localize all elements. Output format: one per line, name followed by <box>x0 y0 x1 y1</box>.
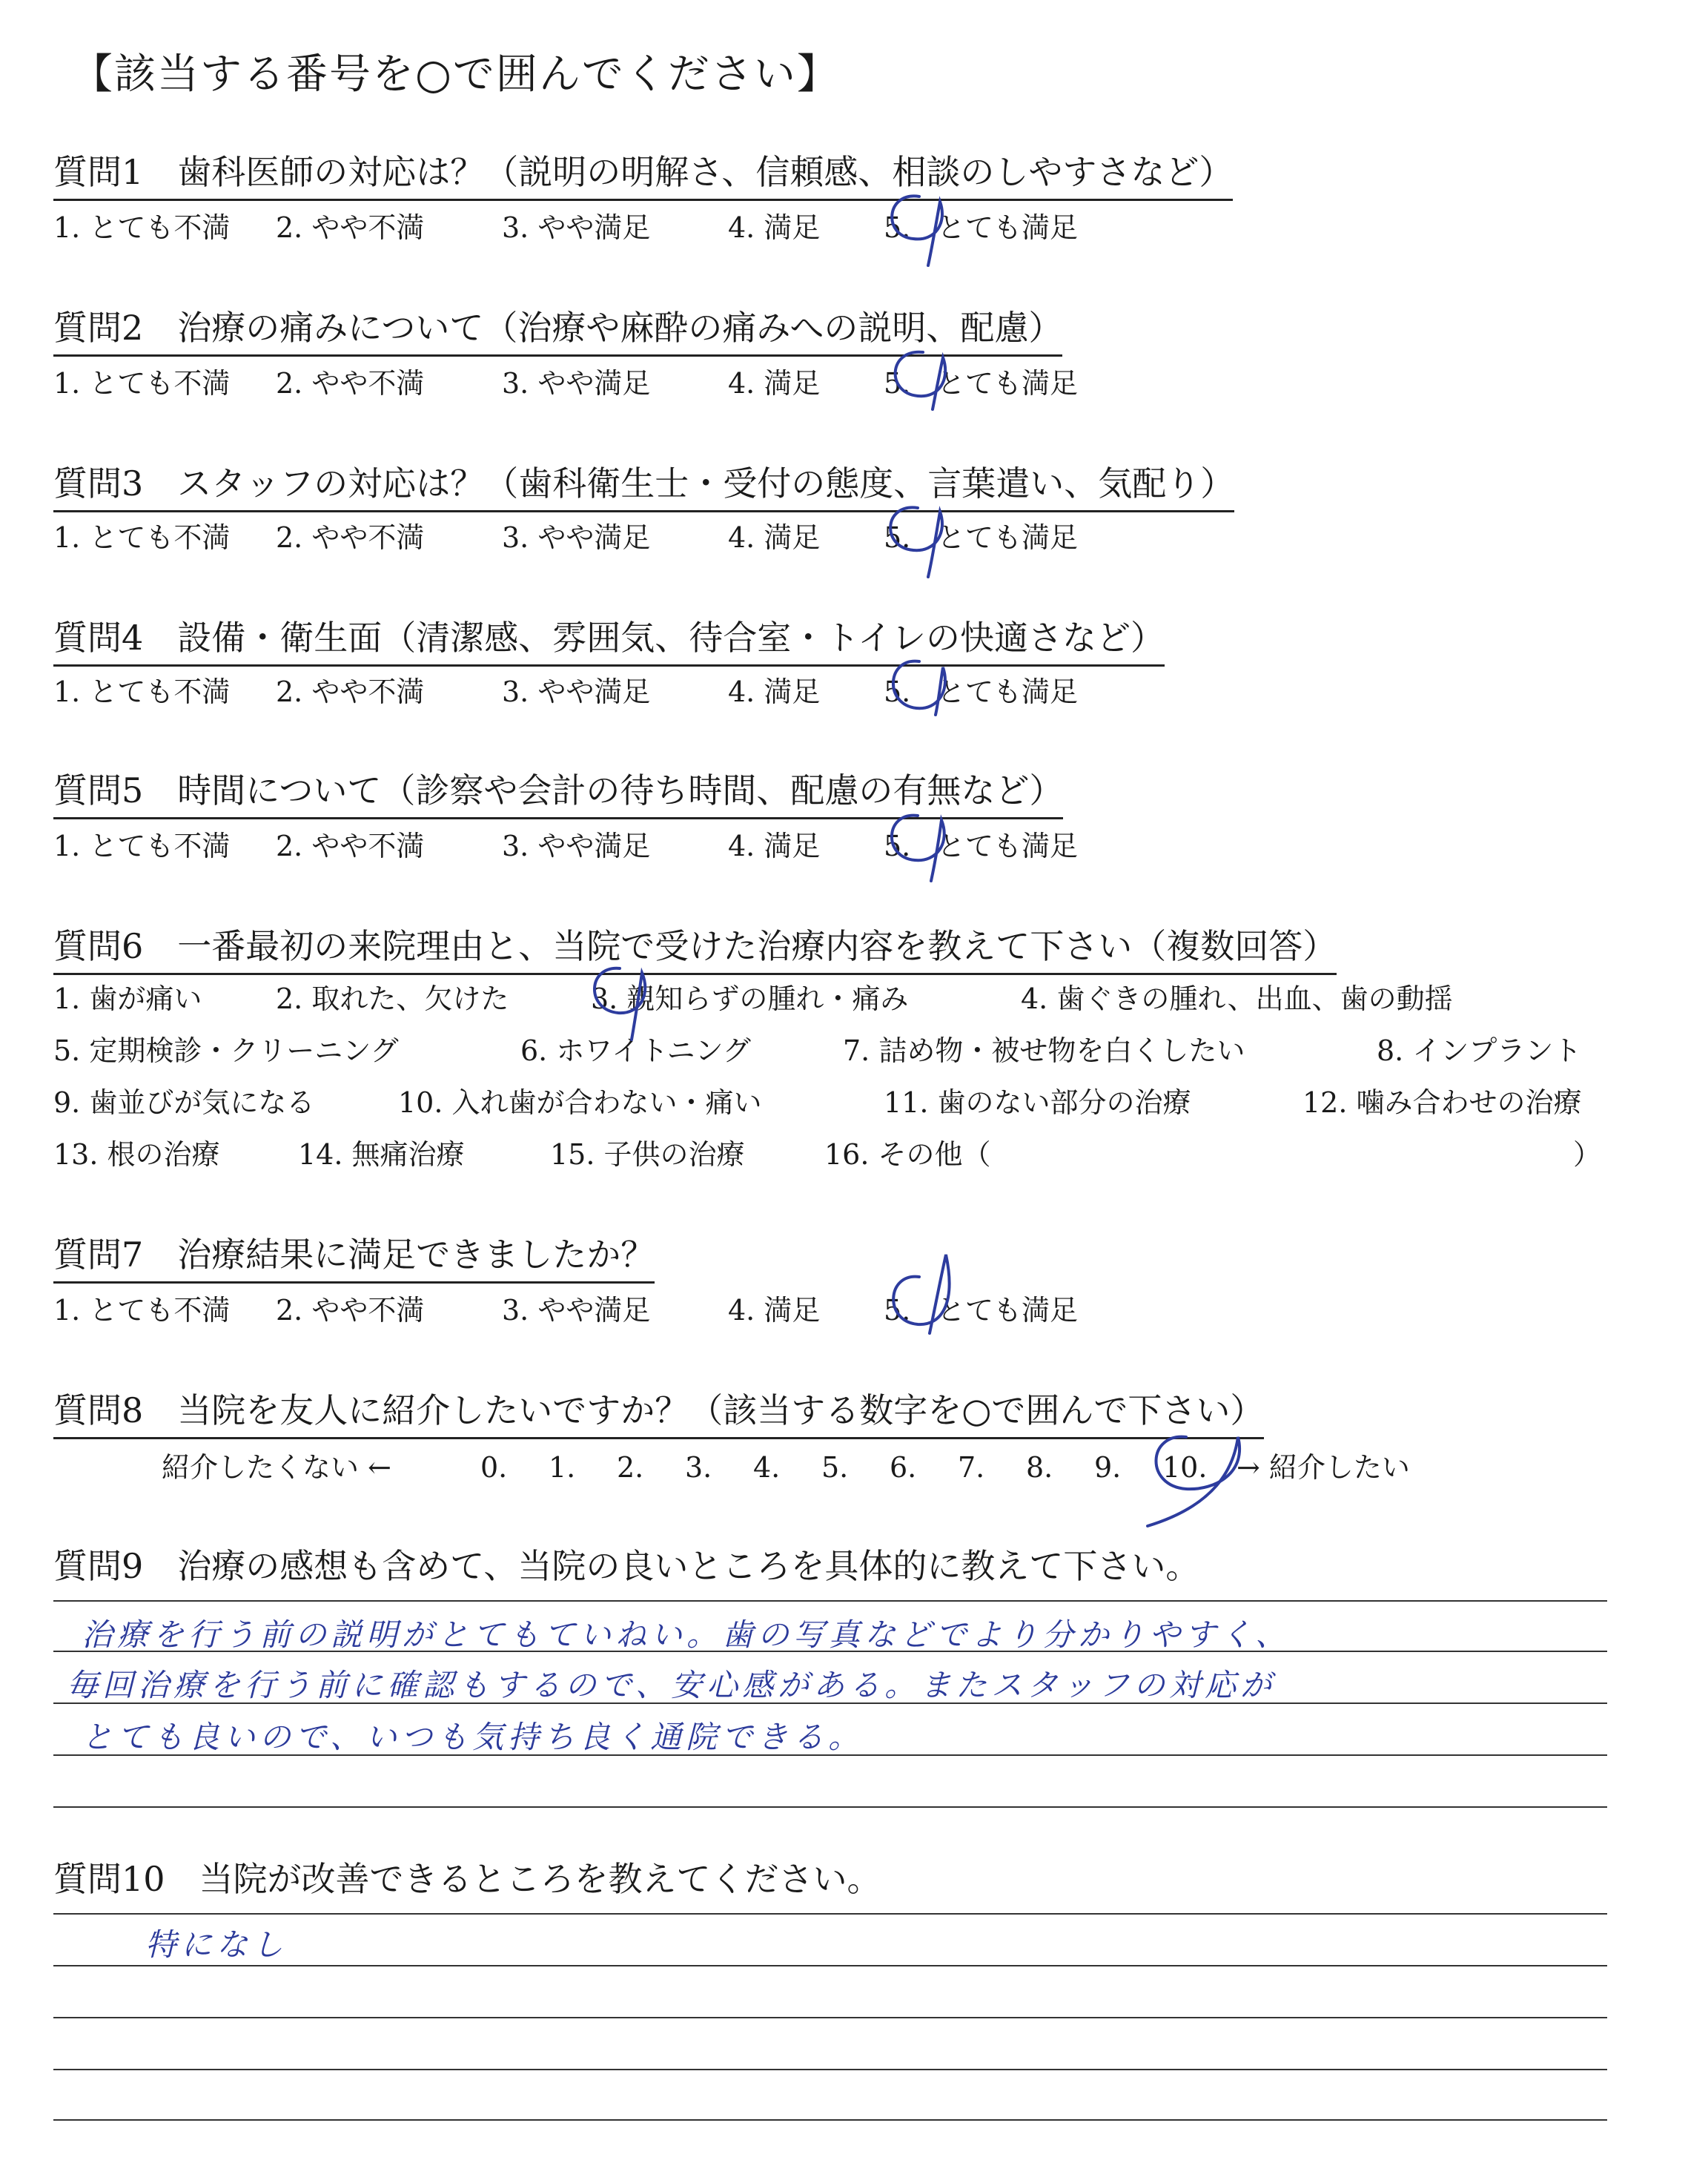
reason-10[interactable]: 10. 入れ歯が合わない・痛い <box>398 1086 762 1119</box>
reason-3[interactable]: 3. 親知らずの腫れ・痛み <box>591 982 909 1015</box>
option-1[interactable]: 1. とても不満 <box>53 211 231 244</box>
option-1[interactable]: 1. とても不満 <box>53 1294 231 1327</box>
question-3-options <box>53 515 1078 555</box>
question-2-options <box>53 360 1078 401</box>
reason-8[interactable]: 8. インプラント <box>1377 1034 1582 1067</box>
score-7[interactable]: 7. <box>958 1451 985 1484</box>
question-2-title: 質問2 治療の痛みについて（治療や麻酔の痛みへの説明、配慮） <box>53 301 1062 357</box>
question-4-title: 質問4 設備・衛生面（清潔感、雰囲気、待合室・トイレの快適さなど） <box>53 611 1165 667</box>
option-2[interactable]: 2. やや不満 <box>276 211 425 244</box>
option-3[interactable]: 3. やや満足 <box>502 676 651 708</box>
option-4[interactable]: 4. 満足 <box>728 830 821 862</box>
score-8[interactable]: 8. <box>1026 1451 1053 1484</box>
option-5[interactable]: 5. <box>884 1294 911 1327</box>
reason-11[interactable]: 11. 歯のない部分の治療 <box>884 1086 1191 1119</box>
score-2[interactable]: 2. <box>617 1451 644 1484</box>
other-close-paren: ） <box>1573 1138 1602 1171</box>
question-7-title: 質問7 治療結果に満足できましたか？ <box>53 1228 655 1284</box>
reason-6[interactable]: 6. ホワイトニング <box>520 1034 751 1067</box>
instruction-title: 【該当する番号を○で囲んでください】 <box>71 50 840 99</box>
option-2[interactable]: 2. やや不満 <box>276 830 425 862</box>
score-5[interactable]: 5. <box>821 1451 849 1484</box>
option-4[interactable]: 4. 満足 <box>728 211 821 244</box>
reason-13[interactable]: 13. 根の治療 <box>53 1138 220 1171</box>
reason-5[interactable]: 5. 定期検診・クリーニング <box>53 1034 399 1067</box>
option-5[interactable]: 5. <box>884 211 911 244</box>
question-4-options <box>53 669 1078 710</box>
question-5-options <box>53 823 1078 864</box>
scale-left-label: 紹介したくない ← <box>162 1451 391 1484</box>
question-3-title: 質問3 スタッフの対応は？（歯科衛生士・受付の態度、言葉遣い、気配り） <box>53 457 1234 512</box>
question-1-title: 質問1 歯科医師の対応は？（説明の明解さ、信頼感、相談のしやすさなど） <box>53 145 1233 201</box>
option-4[interactable]: 4. 満足 <box>728 521 821 554</box>
option-5[interactable]: 5. <box>884 521 911 554</box>
answer-rule <box>53 1913 1607 1915</box>
score-3[interactable]: 3. <box>685 1451 712 1484</box>
question-8-title: 質問8 当院を友人に紹介したいですか？（該当する数字を○で囲んで下さい） <box>53 1384 1264 1439</box>
reason-15[interactable]: 15. 子供の治療 <box>550 1138 745 1171</box>
option-5-label: とても満足 <box>937 211 1079 244</box>
question-6-row-1 <box>53 976 1453 1017</box>
score-9[interactable]: 9. <box>1094 1451 1122 1484</box>
reason-14[interactable]: 14. 無痛治療 <box>298 1138 465 1171</box>
answer-rule <box>53 1806 1607 1808</box>
question-8-scale <box>162 1444 1410 1485</box>
option-1[interactable]: 1. とても不満 <box>53 521 231 554</box>
q10-answer-line-1[interactable]: 特になし <box>145 1926 288 1963</box>
scale-right-label: → 紹介したい <box>1237 1451 1410 1484</box>
question-10-title: 質問10 当院が改善できるところを教えてください。 <box>53 1859 881 1899</box>
answer-rule <box>53 2069 1607 2070</box>
option-2[interactable]: 2. やや不満 <box>276 367 425 400</box>
reason-1[interactable]: 1. 歯が痛い <box>53 982 202 1015</box>
answer-rule <box>53 1965 1607 1966</box>
reason-7[interactable]: 7. 詰め物・被せ物を白くしたい <box>843 1034 1245 1067</box>
answer-rule <box>53 2017 1607 2018</box>
score-1[interactable]: 1. <box>549 1451 576 1484</box>
question-1-options <box>53 205 1078 245</box>
option-5-label: とても満足 <box>937 676 1079 708</box>
option-5[interactable]: 5. <box>884 367 911 400</box>
option-2[interactable]: 2. やや不満 <box>276 521 425 554</box>
option-3[interactable]: 3. やや満足 <box>502 830 651 862</box>
q9-answer-line-2[interactable]: 毎回治療を行う前に確認もするので、安心感がある。またスタッフの対応が <box>67 1667 1277 1703</box>
option-5-label: とても満足 <box>937 830 1079 862</box>
question-6-title: 質問6 一番最初の来院理由と、当院で受けた治療内容を教えて下さい（複数回答） <box>53 919 1337 975</box>
option-1[interactable]: 1. とても不満 <box>53 830 231 862</box>
score-0[interactable]: 0. <box>480 1451 508 1484</box>
score-4[interactable]: 4. <box>753 1451 781 1484</box>
option-3[interactable]: 3. やや満足 <box>502 211 651 244</box>
question-6-row-2 <box>53 1028 1581 1069</box>
reason-12[interactable]: 12. 噛み合わせの治療 <box>1302 1086 1582 1119</box>
option-3[interactable]: 3. やや満足 <box>502 367 651 400</box>
question-9-title: 質問9 治療の感想も含めて、当院の良いところを具体的に教えて下さい。 <box>53 1546 1200 1586</box>
option-3[interactable]: 3. やや満足 <box>502 521 651 554</box>
answer-rule <box>53 2119 1607 2121</box>
reason-2[interactable]: 2. 取れた、欠けた <box>276 982 509 1015</box>
answer-rule <box>53 1600 1607 1602</box>
option-4[interactable]: 4. 満足 <box>728 367 821 400</box>
option-4[interactable]: 4. 満足 <box>728 1294 821 1327</box>
option-5-label: とても満足 <box>937 521 1079 554</box>
option-5-label: とても満足 <box>937 367 1079 400</box>
q9-answer-line-1[interactable]: 治療を行う前の説明がとてもていねい。歯の写真などでより分かりやすく、 <box>82 1616 1291 1653</box>
option-4[interactable]: 4. 満足 <box>728 676 821 708</box>
option-1[interactable]: 1. とても不満 <box>53 676 231 708</box>
option-2[interactable]: 2. やや不満 <box>276 1294 425 1327</box>
score-6[interactable]: 6. <box>890 1451 917 1484</box>
option-5-label: とても満足 <box>937 1294 1079 1327</box>
score-10[interactable]: 10. <box>1162 1451 1208 1484</box>
question-5-title: 質問5 時間について（診察や会計の待ち時間、配慮の有無など） <box>53 764 1063 819</box>
reason-16[interactable]: 16. その他（ <box>824 1138 991 1171</box>
option-3[interactable]: 3. やや満足 <box>502 1294 651 1327</box>
option-5[interactable]: 5. <box>884 830 911 862</box>
reason-4[interactable]: 4. 歯ぐきの腫れ、出血、歯の動揺 <box>1021 982 1453 1015</box>
question-7-options <box>53 1287 1078 1328</box>
option-5[interactable]: 5. <box>884 676 911 708</box>
q9-answer-line-3[interactable]: とても良いので、いつも気持ち良く通院できる。 <box>82 1719 864 1755</box>
option-1[interactable]: 1. とても不満 <box>53 367 231 400</box>
reason-9[interactable]: 9. 歯並びが気になる <box>53 1086 315 1119</box>
question-6-row-3 <box>53 1080 1582 1120</box>
question-6-row-4 <box>53 1132 1601 1172</box>
option-2[interactable]: 2. やや不満 <box>276 676 425 708</box>
